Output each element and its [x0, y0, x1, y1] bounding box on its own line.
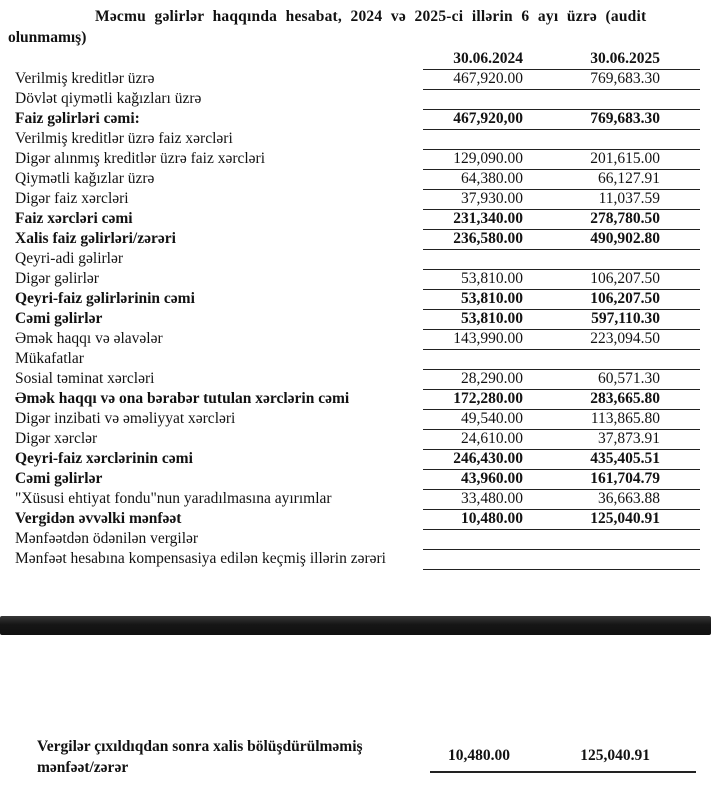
- table-row: [0, 309, 711, 329]
- value-2024: 64,380.00: [461, 170, 523, 187]
- table-row: [0, 429, 711, 449]
- table-body: [0, 69, 711, 569]
- row-label: Digər faiz xərcləri: [15, 190, 129, 207]
- net-profit-row: [0, 736, 711, 778]
- row-label: Faiz gəlirləri cəmi:: [15, 110, 140, 127]
- table-row: [0, 289, 711, 309]
- table-row: [0, 169, 711, 189]
- value-2024: 129,090.00: [453, 150, 523, 167]
- column-header-2024: 30.06.2024: [453, 50, 523, 67]
- table-row: [0, 469, 711, 489]
- table-row: [0, 209, 711, 229]
- value-2024: 33,480.00: [461, 490, 523, 507]
- row-label: Vergidən əvvəlki mənfəət: [15, 510, 182, 527]
- table-row: [0, 69, 711, 89]
- row-label: Mənfəət hesabına kompensasiya edilən keçmiş illərin zərəri: [15, 550, 386, 567]
- row-label: Digər gəlirlər: [15, 270, 99, 287]
- value-2025: 106,207.50: [590, 290, 660, 307]
- row-label: Əmək haqqı və əlavələr: [15, 330, 163, 347]
- table-row: [0, 89, 711, 109]
- report-title: [8, 6, 706, 48]
- value-2024: 246,430.00: [453, 450, 523, 467]
- row-label: Digər alınmış kreditlər üzrə faiz xərcləri: [15, 150, 266, 167]
- value-2025: 201,615.00: [590, 150, 660, 167]
- row-label: Xalis faiz gəlirləri/zərəri: [15, 230, 176, 247]
- row-rule: [423, 569, 700, 570]
- value-2025: 60,571.30: [598, 370, 660, 387]
- row-label: Digər inzibati və əməliyyat xərcləri: [15, 410, 236, 427]
- value-2025: 769,683.30: [590, 110, 660, 127]
- value-2025: 106,207.50: [590, 270, 660, 287]
- value-2024: 53,810.00: [461, 290, 523, 307]
- row-label: Mənfəətdən ödənilən vergilər: [15, 530, 199, 547]
- table-row: [0, 349, 711, 369]
- report-title-line2: olunmamış): [8, 29, 87, 46]
- value-2025: 223,094.50: [590, 330, 660, 347]
- value-2024: 49,540.00: [461, 410, 523, 427]
- value-2025: 37,873.91: [598, 430, 660, 447]
- net-profit-value-2025: 125,040.91: [580, 747, 650, 764]
- value-2024: 467,920,00: [453, 110, 523, 127]
- table-row: [0, 249, 711, 269]
- row-label: Cəmi gəlirlər: [15, 310, 103, 327]
- row-label: Verilmiş kreditlər üzrə: [15, 70, 155, 87]
- table-row: [0, 389, 711, 409]
- row-label: Faiz xərcləri cəmi: [15, 210, 133, 227]
- value-2024: 37,930.00: [461, 190, 523, 207]
- table-row: [0, 529, 711, 549]
- row-label: Mükafatlar: [15, 350, 84, 367]
- value-2025: 490,902.80: [590, 230, 660, 247]
- value-2025: 125,040.91: [590, 510, 660, 527]
- separator-bar: [0, 616, 711, 635]
- value-2024: 24,610.00: [461, 430, 523, 447]
- value-2025: 66,127.91: [598, 170, 660, 187]
- row-label: Qeyri-adi gəlirlər: [15, 250, 124, 267]
- row-label: Sosial təminat xərcləri: [15, 370, 155, 387]
- value-2025: 597,110.30: [591, 310, 660, 327]
- value-2025: 278,780.50: [590, 210, 660, 227]
- net-profit-value-2024: 10,480.00: [448, 747, 510, 764]
- value-2025: 161,704.79: [590, 470, 660, 487]
- value-2025: 283,665.80: [590, 390, 660, 407]
- value-2024: 143,990.00: [453, 330, 523, 347]
- table-row: [0, 269, 711, 289]
- table-row: [0, 149, 711, 169]
- row-label: Digər xərclər: [15, 430, 98, 447]
- table-row: [0, 329, 711, 349]
- value-2025: 113,865.80: [590, 410, 660, 427]
- net-profit-rule: [430, 771, 696, 773]
- table-row: [0, 449, 711, 469]
- value-2024: 467,920.00: [453, 70, 523, 87]
- row-label: Qeyri-faiz gəlirlərinin cəmi: [15, 290, 195, 307]
- report-title-line1: Məcmu gəlirlər haqqında hesabat, 2024 və 2025-ci illərin 6 ayı üzrə (audit: [95, 8, 647, 25]
- table-header-row: [0, 49, 711, 69]
- value-2024: 53,810.00: [461, 310, 523, 327]
- value-2025: 435,405.51: [590, 450, 660, 467]
- row-label: Qeyri-faiz xərclərinin cəmi: [15, 450, 193, 467]
- table-row: [0, 189, 711, 209]
- income-table: [0, 49, 711, 569]
- row-label: Cəmi gəlirlər: [15, 470, 103, 487]
- value-2024: 43,960.00: [461, 470, 523, 487]
- value-2024: 236,580.00: [453, 230, 523, 247]
- row-label: Verilmiş kreditlər üzrə faiz xərcləri: [15, 130, 233, 147]
- value-2024: 10,480.00: [461, 510, 523, 527]
- value-2025: 11,037.59: [598, 190, 660, 207]
- value-2024: 53,810.00: [461, 270, 523, 287]
- table-row: [0, 509, 711, 529]
- row-label: "Xüsusi ehtiyat fondu"nun yaradılmasına ayırımlar: [15, 490, 332, 507]
- table-row: [0, 409, 711, 429]
- row-label: Qiymətli kağızlar üzrə: [15, 170, 155, 187]
- value-2025: 36,663.88: [598, 490, 660, 507]
- row-label: Əmək haqqı və ona bərabər tutulan xərclərin cəmi: [15, 390, 350, 407]
- value-2024: 28,290.00: [461, 370, 523, 387]
- column-header-2025: 30.06.2025: [590, 50, 660, 67]
- table-row: [0, 549, 711, 569]
- table-row: [0, 109, 711, 129]
- table-row: [0, 489, 711, 509]
- value-2024: 172,280.00: [453, 390, 523, 407]
- table-row: [0, 129, 711, 149]
- table-row: [0, 229, 711, 249]
- row-label: Dövlət qiymətli kağızları üzrə: [15, 90, 202, 107]
- net-profit-label: Vergilər çıxıldıqdan sonra xalis bölüşdürülməmiş mənfəət/zərər: [37, 738, 363, 776]
- table-row: [0, 369, 711, 389]
- value-2025: 769,683.30: [590, 70, 660, 87]
- value-2024: 231,340.00: [453, 210, 523, 227]
